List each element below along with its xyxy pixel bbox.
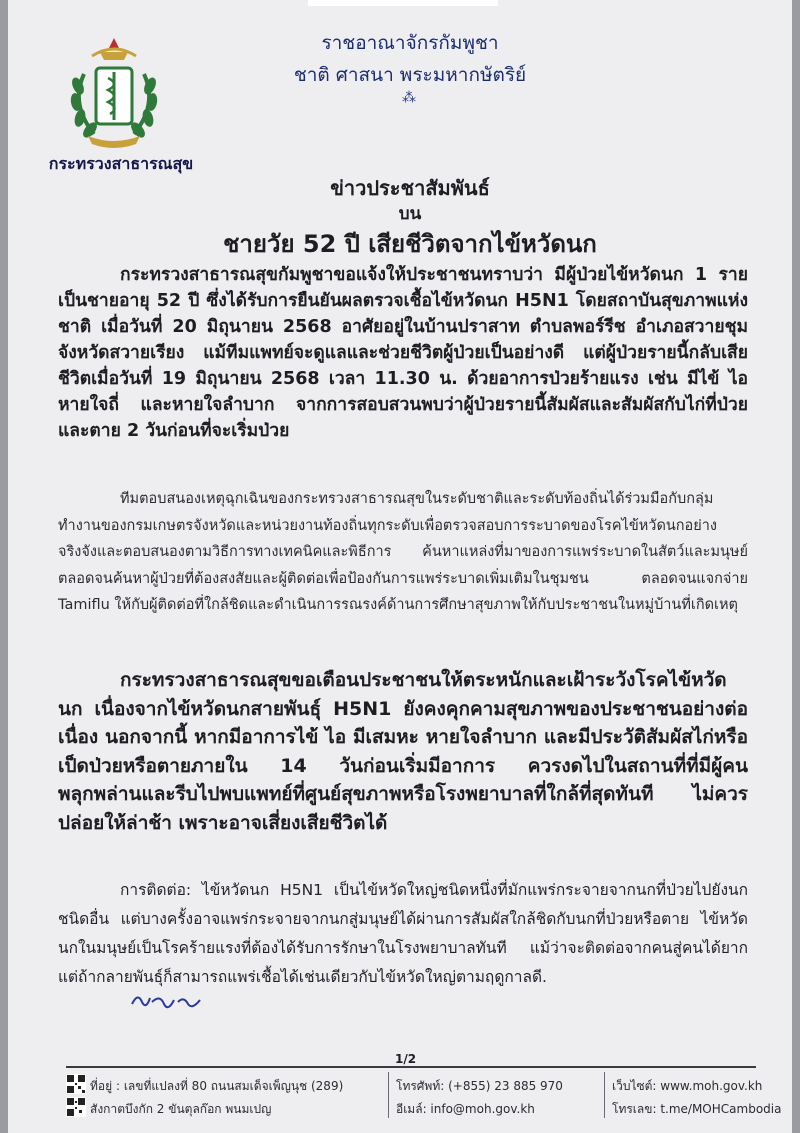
footer-address-line-1: ที่อยู่ : เลขที่แปลงที่ 80 ถนนสมเด็จเพ็ญนุช (289): [90, 1079, 344, 1093]
paragraph-3-text: กระทรวงสาธารณสุขขอเตือนประชาชนให้ตระหนักและเฝ้าระวังโรคไข้หวัดนก เนื่องจากไข้หวัดนกสายพันธุ์ H5N1 ยังคงคุกคามสุขภาพของประชาชนอย่างต่อเนื่อง นอกจากนี้ หากมีอาการไข้ ไอ มีเสมหะ หายใจลำบาก และมีประวัติสัมผัสไก่หรือเป็ดป่วยหรือตายภายใน 14 วันก่อนเริ่มมีอาการ ควรงดไปในสถานที่ที่มีผู้คนพลุกพล่านและรีบไปพบแพทย์ที่ศูนย์สุขภาพหรือโรงพยาบาลที่ใกล้ที่สุดทันที ไม่ควรปล่อยให้ล่าช้า เพราะอาจเสี่ยงเสียชีวิตได้: [58, 669, 748, 834]
page-number: 1/2: [395, 1052, 417, 1066]
footer-separator: [604, 1072, 605, 1118]
signature-mark: [130, 988, 210, 1018]
top-strip: [308, 0, 498, 6]
ministry-logo: [64, 34, 164, 154]
headline: ชายวัย 52 ปี เสียชีวิตจากไข้หวัดนก: [223, 230, 597, 258]
footer-address-line-2: สังกาตบึงกัก 2 ขันตุลก๊อก พนมเปญ: [90, 1102, 272, 1116]
footer-email: อีเมล์: info@moh.gov.kh: [396, 1102, 535, 1116]
paragraph-1: [58, 262, 748, 444]
press-release-title: ข่าวประชาสัมพันธ์: [330, 176, 490, 200]
paragraph-4: [58, 876, 748, 992]
paragraph-2-text: ทีมตอบสนองเหตุฉุกเฉินของกระทรวงสาธารณสุขในระดับชาติและระดับท้องถิ่นได้ร่วมมือกับกลุ่มทำงานของกรมเกษตรจังหวัดและหน่วยงานท้องถิ่นทุกระดับเพื่อตรวจสอบการระบาดของโรคไข้หวัดนกอย่างจริงจังและตอบสนองตามวิธีการทางเทคนิคและพิธีการ ค้นหาแหล่งที่มาของการแพร่ระบาดในสัตว์และมนุษย์ ตลอดจนค้นหาผู้ป่วยที่ต้องสงสัยและผู้ติดต่อเพื่อป้องกันการแพร่ระบาดเพิ่มเติมในชุมชน ตลอดจนแจกจ่าย Tamiflu ให้กับผู้ติดต่อที่ใกล้ชิดและดำเนินการรณรงค์ด้านการศึกษาสุขภาพให้กับประชาชนในหมู่บ้านที่เกิดเหตุ: [58, 491, 748, 613]
motto-line: ชาติ ศาสนา พระมหากษัตริย์: [293, 64, 527, 86]
paragraph-1-text: กระทรวงสาธารณสุขกัมพูชาขอแจ้งให้ประชาชนทราบว่า มีผู้ป่วยไข้หวัดนก 1 ราย เป็นชายอายุ 52 ปี ซึ่งได้รับการยืนยันผลตรวจเชื้อไข้หวัดนก H5N1 โดยสถาบันสุขภาพแห่งชาติ เมื่อวันที่ 20 มิถุนายน 2568 อาศัยอยู่ในบ้านปราสาท ตำบลพอร์รีช อำเภอสวายชุม จังหวัดสวายเรียง แม้ทีมแพทย์จะดูแลและช่วยชีวิตผู้ป่วยเป็นอย่างดี แต่ผู้ป่วยรายนี้กลับเสียชีวิตเมื่อวันที่ 19 มิถุนายน 2568 เวลา 11.30 น. ด้วยอาการป่วยร้ายแรง เช่น มีไข้ ไอ หายใจถี่ และหายใจลำบาก จากการสอบสวนพบว่าผู้ป่วยรายนี้สัมผัสและสัมผัสกับไก่ที่ป่วยและตาย 2 วันก่อนที่จะเริ่มป่วย: [58, 265, 748, 441]
paragraph-3: [58, 666, 748, 837]
qr-code-icon: [66, 1074, 86, 1094]
footer-website: เว็บไซต์: www.moh.gov.kh: [612, 1079, 763, 1093]
kingdom-line: ราชอาณาจักรกัมพูชา: [321, 32, 499, 54]
paragraph-4-text: การติดต่อ: ไข้หวัดนก H5N1 เป็นไข้หวัดใหญ่ชนิดหนึ่งที่มักแพร่กระจายจากนกที่ป่วยไปยังนกชนิดอื่น แต่บางครั้งอาจแพร่กระจายจากนกสู่มนุษย์ได้ผ่านการสัมผัสใกล้ชิดกับนกที่ป่วยหรือตาย ไข้หวัดนกในมนุษย์เป็นโรคร้ายแรงที่ต้องได้รับการรักษาในโรงพยาบาลทันที แม้ว่าจะติดต่อจากคนสู่คนได้ยาก แต่ถ้ากลายพันธุ์ก็สามารถแพร่เชื้อได้เช่นเดียวกับไข้หวัดใหญ่ตามฤดูกาลดี.: [58, 881, 748, 986]
footer-divider: [66, 1066, 756, 1068]
ministry-name: กระทรวงสาธารณสุข: [48, 154, 194, 173]
ornament-divider: ⁂: [402, 90, 418, 106]
footer-phone: โทรศัพท์: (+855) 23 885 970: [396, 1079, 563, 1093]
qr-code-icon: [66, 1097, 86, 1117]
paragraph-2: [58, 486, 748, 619]
footer-telegram: โทรเลข: t.me/MOHCambodia: [612, 1102, 782, 1116]
press-release-on: บน: [398, 204, 422, 224]
footer-separator: [388, 1072, 389, 1118]
